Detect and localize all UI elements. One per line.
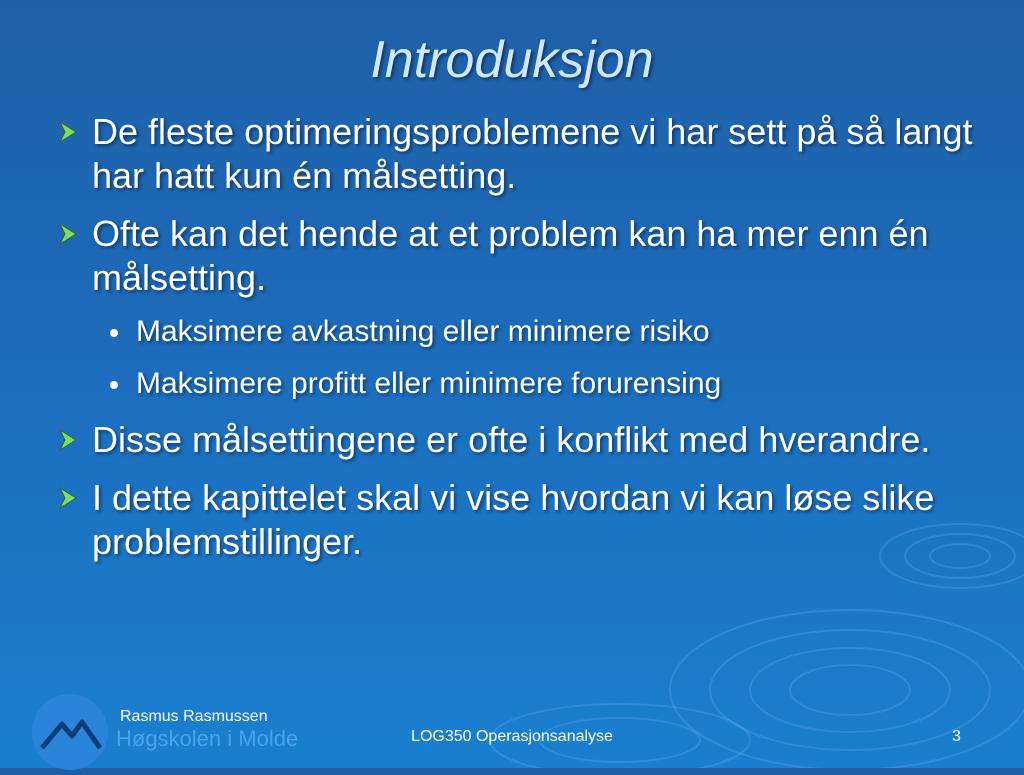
arrow-bullet-icon [56, 485, 80, 511]
bullet-text: Ofte kan det hende at et problem kan ha mer enn én målsetting. [92, 213, 929, 298]
sub-bullet-item [56, 314, 986, 350]
dot-bullet-icon [110, 381, 118, 389]
bullet-item [56, 212, 986, 300]
sub-bullet-item [56, 366, 986, 402]
footer-course: LOG350 Operasjonsanalyse [411, 728, 613, 745]
footer-author: Rasmus Rasmussen [120, 708, 268, 725]
arrow-bullet-icon [56, 221, 80, 247]
slide-title: Introduksjon [370, 31, 654, 89]
bullet-item [56, 110, 986, 198]
bullet-item [56, 418, 986, 462]
logo-text: Høgskolen i Molde [116, 726, 299, 751]
bullet-text: I dette kapittelet skal vi vise hvordan vi kan løse slike problemstillinger. [92, 477, 935, 562]
bullet-item [56, 476, 986, 564]
page-number: 3 [952, 728, 961, 745]
dot-bullet-icon [110, 329, 118, 337]
sub-bullet-text: Maksimere profitt eller minimere forurensing [136, 367, 722, 400]
bullet-list [56, 110, 986, 578]
arrow-bullet-icon [56, 427, 80, 453]
bullet-text: De fleste optimeringsproblemene vi har sett på så langt har hatt kun én målsetting. [92, 111, 973, 196]
bullet-text: Disse målsettingene er ofte i konflikt med hverandre. [92, 419, 931, 460]
arrow-bullet-icon [56, 119, 80, 145]
sub-bullet-text: Maksimere avkastning eller minimere risiko [136, 315, 710, 348]
